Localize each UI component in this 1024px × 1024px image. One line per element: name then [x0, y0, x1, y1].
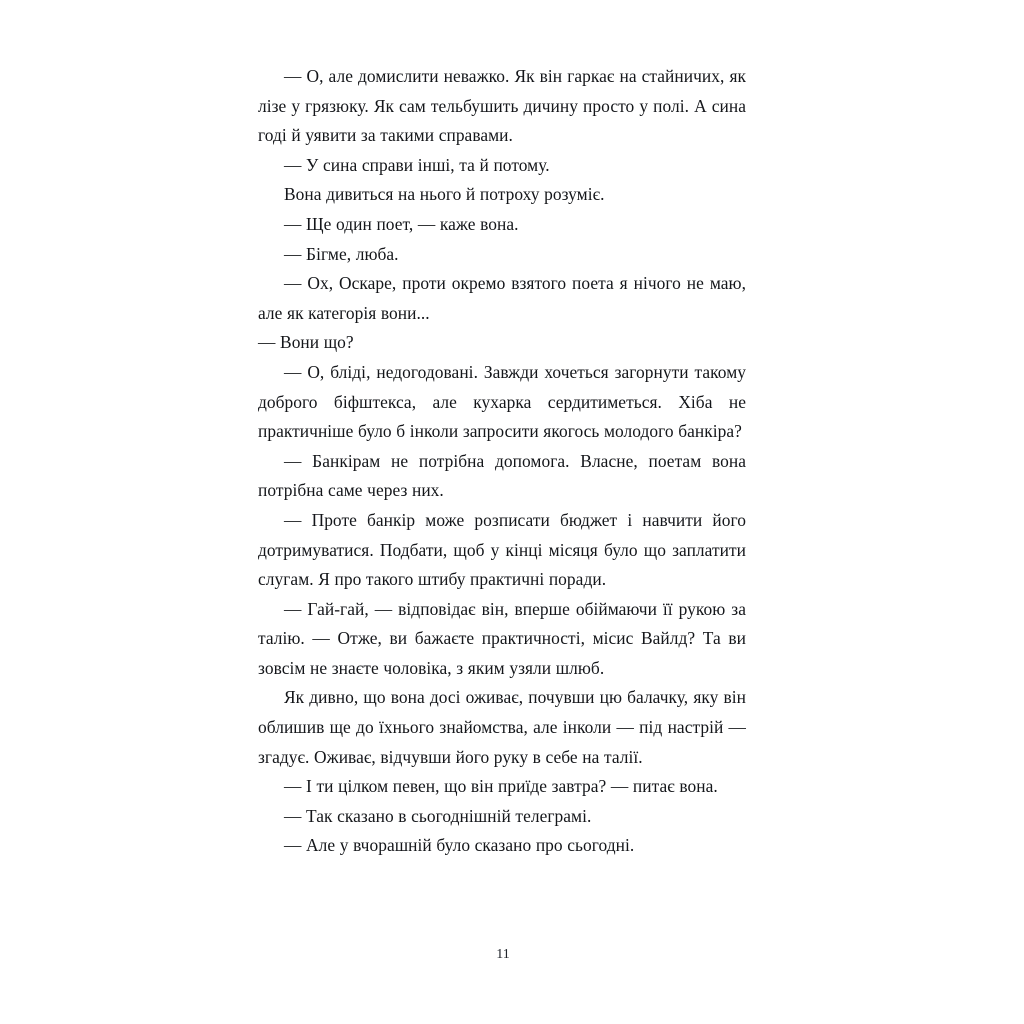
paragraph: — І ти цілком певен, що він приїде завтра? — питає вона.	[284, 776, 718, 797]
paragraph: — Але у вчорашній було сказано про сьогодні.	[284, 835, 635, 856]
paragraph: Вона дивиться на нього й потроху розуміє.	[284, 184, 605, 205]
paragraph: — Ох, Оскаре, проти окремо взятого поета я нічого не маю, але як категорія вони...	[258, 273, 746, 323]
paragraph: — У сина справи інші, та й потому.	[284, 154, 550, 175]
paragraph: — О, але домислити неважко. Як він гаркає на стайничих, як лізе у грязюку. Як сам тельбушить дичину просто у полі. А сина годі й уявити за такими справами.	[258, 66, 746, 146]
body-text-column	[258, 62, 746, 861]
paragraph: Як дивно, що вона досі оживає, почувши цю балачку, яку він облишив ще до їхнього знайомства, але інколи — під настрій — згадує. Оживає, відчувши його руку в себе на талії.	[258, 687, 746, 767]
paragraph: — Гай-гай, — відповідає він, вперше обіймаючи її рукою за талію. — Отже, ви бажаєте практичності, місис Вайлд? Та ви зовсім не знаєте чоловіка, з яким узяли шлюб.	[258, 598, 746, 678]
paragraph: — Так сказано в сьогоднішній телеграмі.	[284, 805, 592, 826]
paragraph: — Ще один поет, — каже вона.	[284, 213, 519, 234]
paragraph: — Бігме, люба.	[284, 243, 399, 264]
paragraph: — Вони що?	[258, 332, 354, 353]
paragraph: — Проте банкір може розписати бюджет і навчити його дотримуватися. Подбати, щоб у кінці місяця було що заплатити слугам. Я про такого штибу практичні поради.	[258, 509, 746, 590]
page-number: 11	[496, 947, 510, 962]
paragraph: — О, бліді, недогодовані. Завжди хочеться загорнути такому доброго біфштекса, але кухарка сердитиметься. Хіба не практичніше було б інколи запросити якогось молодого банкіра?	[258, 361, 746, 442]
paragraph: — Банкірам не потрібна допомога. Власне, поетам вона потрібна саме через них.	[258, 450, 746, 501]
